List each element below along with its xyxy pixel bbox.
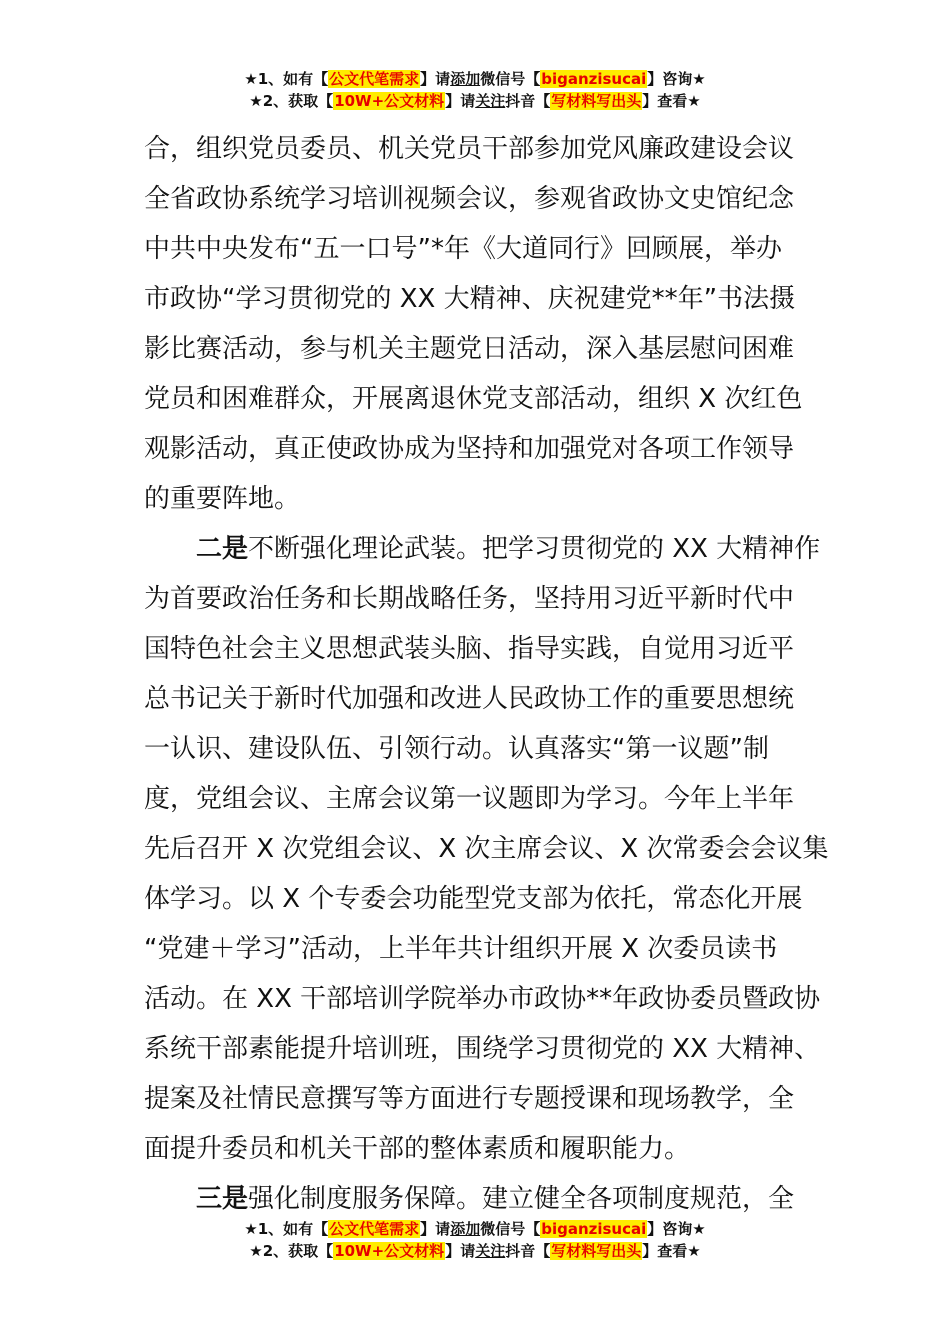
banner-text: ★1、如有【: [244, 1220, 329, 1238]
footer-banner: [0, 1218, 950, 1262]
banner-underlined: 添加: [450, 70, 481, 88]
body-line: 影比赛活动，参与机关主题党日活动，深入基层慰问困难: [144, 334, 795, 364]
banner-line-1: [0, 68, 950, 90]
body-line: 总书记关于新时代加强和改进人民政协工作的重要思想统: [144, 684, 795, 714]
banner-highlight: 公文代笔需求: [329, 70, 420, 88]
paragraph-3-lead: 三是: [196, 1184, 249, 1214]
body-line: 中共中央发布“五一口号”*年《大道同行》回顾展，举办: [144, 234, 782, 264]
banner-text: ★2、获取【: [249, 1242, 334, 1260]
banner-text: 】查看★: [642, 1242, 701, 1260]
body-line: 先后召开 X 次党组会议、X 次主席会议、X 次常委会会议集: [144, 834, 829, 864]
banner-text: 】请: [420, 70, 451, 88]
paragraph-2-lead: 二是: [196, 534, 249, 564]
banner-underlined: 关注: [475, 1242, 506, 1260]
body-line: 度，党组会议、主席会议第一议题即为学习。今年上半年: [144, 784, 795, 814]
paragraph-2-first-line: [144, 524, 821, 574]
banner-text: 】咨询★: [647, 1220, 706, 1238]
paragraph-2-text: 不断强化理论武装。把学习贯彻党的 XX 大精神作: [248, 534, 821, 564]
banner-line-1: [0, 1218, 950, 1240]
banner-line-2: [0, 90, 950, 112]
banner-underlined: 添加: [450, 1220, 481, 1238]
body-line: 党员和困难群众，开展离退休党支部活动，组织 X 次红色: [144, 384, 803, 414]
body-line: 体学习。以 X 个专委会功能型党支部为依托，常态化开展: [144, 884, 803, 914]
banner-text: 抖音【: [505, 1242, 551, 1260]
body-line: 的重要阵地。: [144, 484, 301, 514]
body-line: 市政协“学习贯彻党的 XX 大精神、庆祝建党**年”书法摄: [144, 284, 796, 314]
body-line: 系统干部素能提升培训班，围绕学习贯彻党的 XX 大精神、: [144, 1034, 821, 1064]
banner-highlight: 10W+公文材料: [334, 1242, 445, 1260]
body-line: 提案及社情民意撰写等方面进行专题授课和现场教学，全: [144, 1084, 795, 1114]
banner-text: 微信号【: [480, 1220, 541, 1238]
banner-text: 】请: [420, 1220, 451, 1238]
body-line: 一认识、建设队伍、引领行动。认真落实“第一议题”制: [144, 734, 769, 764]
body-line: 面提升委员和机关干部的整体素质和履职能力。: [144, 1134, 691, 1164]
banner-text: ★1、如有【: [244, 70, 329, 88]
banner-text: 】查看★: [642, 92, 701, 110]
banner-highlight: 公文代笔需求: [329, 1220, 420, 1238]
banner-douyin-account: 写材料写出头: [551, 92, 642, 110]
banner-highlight: 10W+公文材料: [334, 92, 445, 110]
banner-text: 微信号【: [480, 70, 541, 88]
banner-text: 】请: [445, 92, 476, 110]
body-line: 为首要政治任务和长期战略任务，坚持用习近平新时代中: [144, 584, 795, 614]
header-banner: [0, 68, 950, 112]
banner-text: 】请: [445, 1242, 476, 1260]
body-line: 合，组织党员委员、机关党员干部参加党风廉政建设会议: [144, 134, 795, 164]
paragraph-3-text: 强化制度服务保障。建立健全各项制度规范，全: [248, 1184, 795, 1214]
body-line: 国特色社会主义思想武装头脑、指导实践，自觉用习近平: [144, 634, 795, 664]
banner-wechat-id: biganzisucai: [541, 70, 647, 88]
document-body: [144, 124, 829, 1224]
banner-douyin-account: 写材料写出头: [551, 1242, 642, 1260]
body-line: 观影活动，真正使政协成为坚持和加强党对各项工作领导: [144, 434, 795, 464]
banner-wechat-id: biganzisucai: [541, 1220, 647, 1238]
banner-underlined: 关注: [475, 92, 506, 110]
body-line: “党建＋学习”活动，上半年共计组织开展 X 次委员读书: [144, 934, 778, 964]
paragraph-3-first-line: [144, 1174, 808, 1224]
banner-text: ★2、获取【: [249, 92, 334, 110]
banner-text: 】咨询★: [647, 70, 706, 88]
banner-text: 抖音【: [505, 92, 551, 110]
banner-line-2: [0, 1240, 950, 1262]
body-line: 活动。在 XX 干部培训学院举办市政协**年政协委员暨政协: [144, 984, 821, 1014]
body-line: 全省政协系统学习培训视频会议，参观省政协文史馆纪念: [144, 184, 795, 214]
